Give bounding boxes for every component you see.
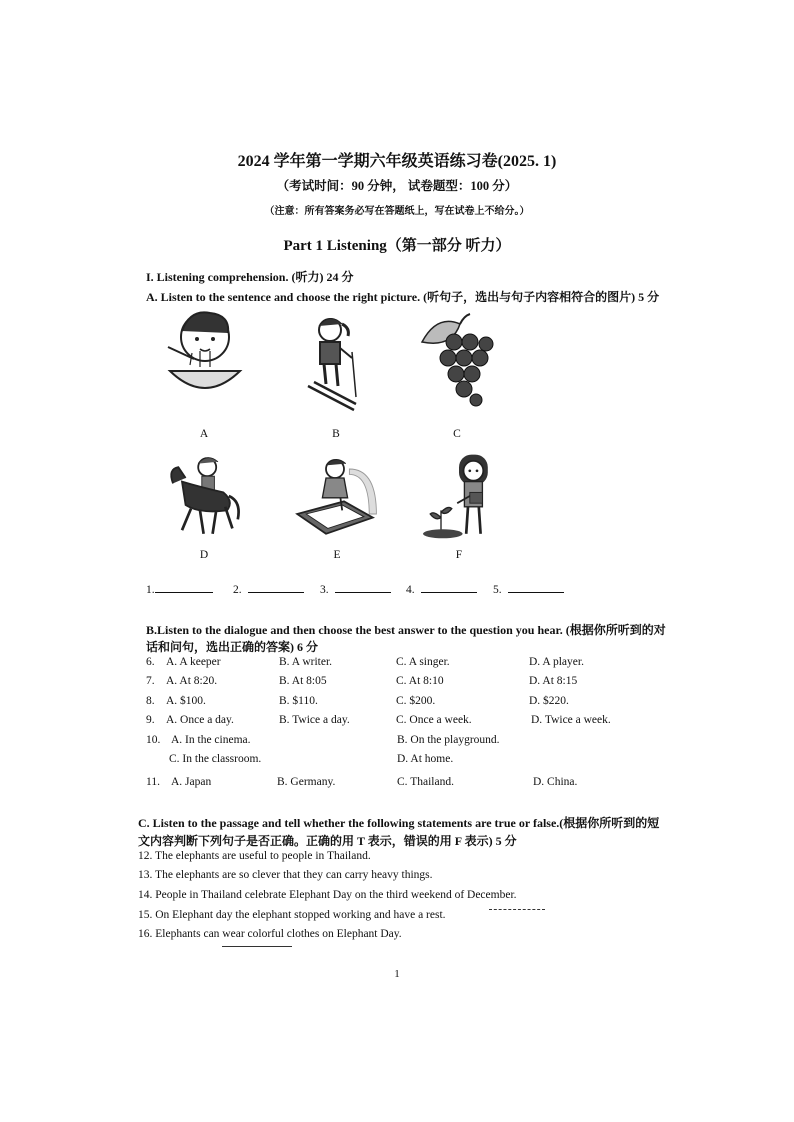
option-c: C. $200. xyxy=(396,695,436,707)
picture-label-f: F xyxy=(455,549,463,561)
answer-blank-2[interactable] xyxy=(233,584,304,596)
option-d: D. China. xyxy=(533,776,578,788)
option-d: D. At home. xyxy=(397,753,454,765)
section-b-instruction-1: B.Listen to the dialogue and then choose the best answer to the question you hear. (根据你所听到的对 xyxy=(146,623,666,637)
option-b: B. $110. xyxy=(279,695,318,707)
option-c: C. Once a week. xyxy=(396,714,472,726)
question-number: 8. xyxy=(146,695,155,707)
handwritten-underline xyxy=(222,942,292,947)
statement-12: 12. The elephants are useful to people in Thailand. xyxy=(138,850,371,862)
option-b: B. At 8:05 xyxy=(279,675,327,687)
answer-blank-5[interactable] xyxy=(493,584,564,596)
question-number: 9. xyxy=(146,714,155,726)
answer-blank-3[interactable] xyxy=(320,584,391,596)
option-b: B. Twice a day. xyxy=(279,714,350,726)
part1-title: Part 1 Listening（第一部分 听力） xyxy=(283,238,511,254)
option-a: A. Once a day. xyxy=(166,714,234,726)
option-a: A. At 8:20. xyxy=(166,675,218,687)
picture-label-d: D xyxy=(199,549,209,561)
option-d: D. Twice a week. xyxy=(531,714,611,726)
option-b: B. A writer. xyxy=(279,656,333,668)
blank-number: 2. xyxy=(233,584,242,596)
option-d: D. A player. xyxy=(529,656,584,668)
option-b: B. On the playground. xyxy=(397,734,500,746)
handwritten-underline xyxy=(489,903,545,910)
blank-number: 5. xyxy=(493,584,502,596)
statement-15: 15. On Elephant day the elephant stopped working and have a rest. xyxy=(138,909,446,921)
option-c: C. In the classroom. xyxy=(169,753,262,765)
exam-notice: （注意：所有答案务必写在答题纸上，写在试卷上不给分。） xyxy=(264,206,530,217)
picture-label-b: B xyxy=(332,428,340,440)
grapes-icon xyxy=(412,312,502,412)
picture-label-c: C xyxy=(453,428,461,440)
option-d: D. $220. xyxy=(529,695,569,707)
option-a: A. $100. xyxy=(166,695,206,707)
section-b-instruction-2: 话和问句，选出正确的答案) 6 分 xyxy=(146,640,318,654)
question-number: 10. xyxy=(146,734,161,746)
girl-skiing-icon xyxy=(290,312,380,412)
section-a-instruction: A. Listen to the sentence and choose the right picture. (听句子，选出与句子内容相符合的图片) 5 分 xyxy=(146,290,660,304)
section-i-title: I. Listening comprehension. (听力) 24 分 xyxy=(146,270,354,284)
question-number: 7. xyxy=(146,675,155,687)
statement-16: 16. Elephants can wear colorful clothes on Elephant Day. xyxy=(138,928,402,940)
exam-subtitle: （考试时间：90 分钟， 试卷题型：100 分） xyxy=(276,179,518,193)
option-c: C. Thailand. xyxy=(397,776,454,788)
answer-blank-4[interactable] xyxy=(406,584,477,596)
option-a: A. In the cinema. xyxy=(171,734,251,746)
blank-number: 3. xyxy=(320,584,329,596)
option-a: A. A keeper xyxy=(166,656,221,668)
girl-watering-plant-icon xyxy=(414,446,504,546)
exam-title: 2024 学年第一学期六年级英语练习卷(2025. 1) xyxy=(237,153,557,170)
boy-eating-noodles-icon xyxy=(160,305,250,405)
option-a: A. Japan xyxy=(171,776,212,788)
blank-number: 1. xyxy=(146,584,155,596)
option-c: C. A singer. xyxy=(396,656,450,668)
option-c: C. At 8:10 xyxy=(396,675,444,687)
blank-number: 4. xyxy=(406,584,415,596)
section-c-instruction-2: 文内容判断下列句子是否正确。正确的用 T 表示，错误的用 F 表示) 5 分 xyxy=(138,834,517,848)
page-number: 1 xyxy=(394,968,400,980)
boy-riding-horse-icon xyxy=(155,446,245,546)
statement-13: 13. The elephants are so clever that they can carry heavy things. xyxy=(138,869,433,881)
picture-label-e: E xyxy=(333,549,341,561)
answer-blank-1[interactable] xyxy=(146,584,213,596)
option-b: B. Germany. xyxy=(277,776,336,788)
girl-drawing-icon xyxy=(290,446,380,546)
question-number: 6. xyxy=(146,656,155,668)
option-d: D. At 8:15 xyxy=(529,675,578,687)
statement-14: 14. People in Thailand celebrate Elephant Day on the third weekend of December. xyxy=(138,889,517,901)
picture-label-a: A xyxy=(199,428,209,440)
question-number: 11. xyxy=(146,776,160,788)
section-c-instruction-1: C. Listen to the passage and tell whether the following statements are true or false.(根据你所听到的短 xyxy=(138,816,660,830)
